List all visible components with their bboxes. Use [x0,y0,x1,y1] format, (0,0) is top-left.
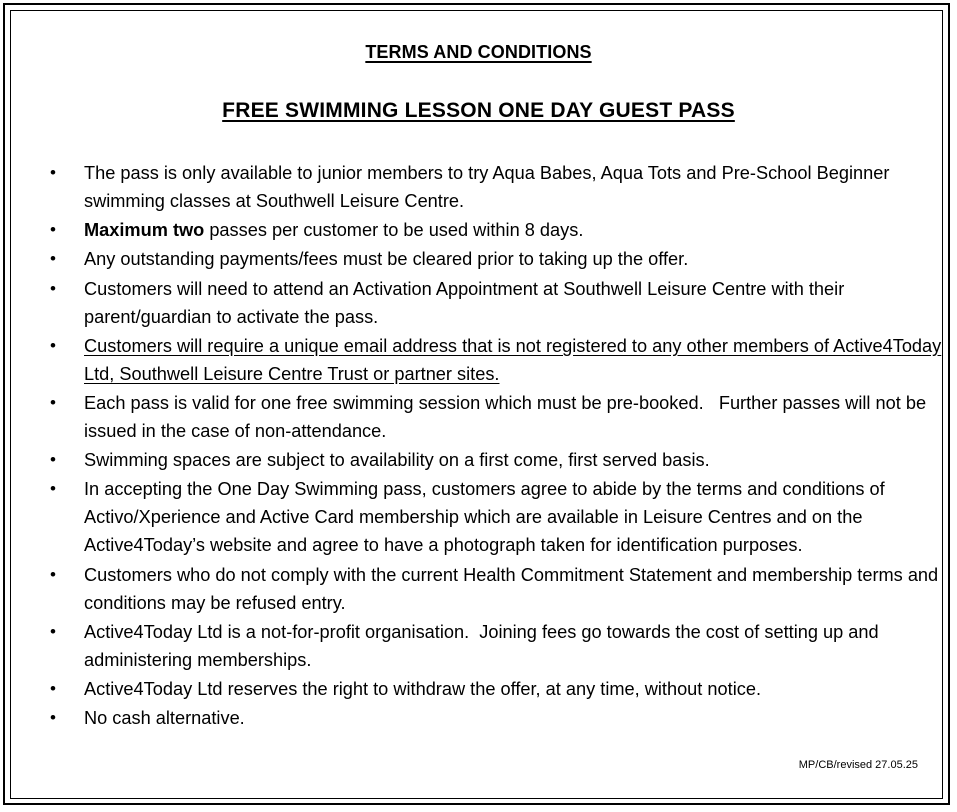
bullet-icon: • [50,392,56,412]
term-item [48,216,944,244]
term-text-underlined: Customers will require a unique email address that is not registered to any other members of Active4Today Ltd, Southwell Leisure Centre Trust or partner sites. [84,335,942,384]
term-text: Active4Today Ltd is a not-for-profit organisation. Joining fees go towards the cost of setting up and administering memberships. [84,621,884,670]
term-text: Any outstanding payments/fees must be cleared prior to taking up the offer. [84,249,689,270]
bullet-icon: • [50,249,56,269]
bullet-icon: • [50,479,56,499]
bullet-icon: • [50,220,56,240]
term-text: In accepting the One Day Swimming pass, customers agree to abide by the terms and conditions of Activo/Xperience and Active Card membership which are available in Leisure Centres and on the Active4Today’s website and agree to have a photograph taken for identification purposes. [84,479,885,556]
document-subtitle: FREE SWIMMING LESSON ONE DAY GUEST PASS [222,99,735,122]
term-text: Customers will need to attend an Activation Appointment at Southwell Leisure Centre with their parent/guardian to activate the pass. [84,278,845,327]
bullet-icon: • [50,278,56,298]
term-item [48,389,944,445]
term-item [48,275,944,331]
term-item [48,446,944,474]
bullet-icon: • [50,564,56,584]
term-text: Active4Today Ltd reserves the right to withdraw the offer, at any time, without notice. [84,678,761,699]
bullet-icon: • [50,335,56,355]
term-item [48,475,944,559]
bullet-icon: • [50,621,56,641]
term-text: Customers who do not comply with the current Health Commitment Statement and membership terms and conditions may be refused entry. [84,564,939,613]
term-item [48,618,944,674]
term-text: No cash alternative. [84,708,245,729]
term-text: The pass is only available to junior members to try Aqua Babes, Aqua Tots and Pre-School Beginner swimming classes at Southwell Leisure Centre. [84,163,890,211]
term-item [48,675,944,703]
term-item [48,561,944,617]
revision-note: MP/CB/revised 27.05.25 [798,759,918,771]
term-item [48,332,944,388]
bullet-icon: • [50,678,56,698]
term-item [48,159,944,215]
terms-list [48,159,944,732]
term-text: Each pass is valid for one free swimming session which must be pre-booked. Further passes will not be issued in the case of non-attendance. [84,392,932,441]
term-emphasis: Maximum two [84,220,205,241]
term-item [48,245,944,273]
bullet-icon: • [50,163,56,182]
term-text: Swimming spaces are subject to availability on a first come, first served basis. [84,450,710,471]
bullet-icon: • [50,708,56,728]
document-title: TERMS AND CONDITIONS [365,42,592,62]
bullet-icon: • [50,450,56,470]
term-text: passes per customer to be used within 8 days. [204,220,584,241]
term-item [48,704,944,732]
